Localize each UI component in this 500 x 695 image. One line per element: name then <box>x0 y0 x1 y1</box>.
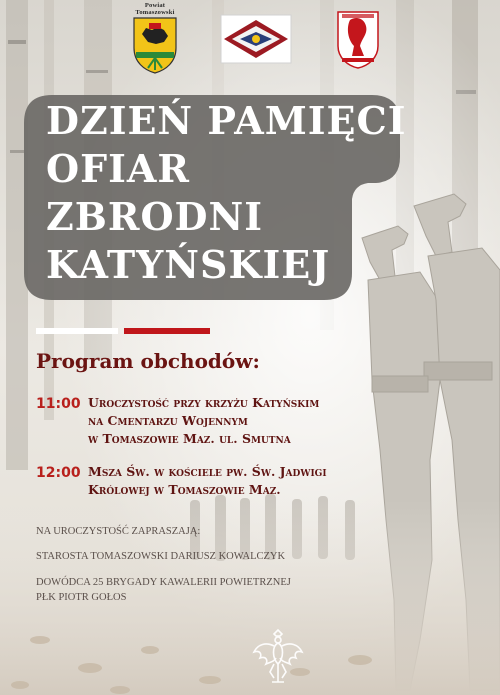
event-line: na Cmentarzu Wojennym <box>88 413 248 428</box>
title-line-1: DZIEŃ PAMIĘCI <box>46 98 407 143</box>
event-line: Królowej w Tomaszowie Maz. <box>88 482 281 497</box>
polish-eagle-icon <box>252 628 304 686</box>
invitation-host-1: STAROSTA TOMASZOWSKI DARIUSZ KOWALCZYK <box>36 551 286 562</box>
invitation-host-2-line-1: DOWÓDCA 25 BRYGADY KAWALERII POWIETRZNEJ <box>36 577 291 588</box>
powiat-coat-of-arms-icon <box>132 16 178 74</box>
event-time-1: 11:00 <box>36 396 81 412</box>
regiment-emblem-icon <box>334 8 382 70</box>
event-line: Msza Św. w kościele pw. Św. Jadwigi <box>88 464 327 479</box>
brigade-emblem-icon <box>220 14 292 64</box>
invitation-host-2-line-2: PŁK PIOTR GOŁOS <box>36 592 127 603</box>
invitation-heading: NA UROCZYSTOŚĆ ZAPRASZAJĄ: <box>36 526 201 537</box>
title-line-4: KATYŃSKIEJ <box>46 242 331 287</box>
event-time-2: 12:00 <box>36 465 81 481</box>
event-line: w Tomaszowie Maz. ul. Smutna <box>88 431 291 446</box>
flag-dash-red <box>124 328 210 334</box>
title-line-3: ZBRODNI <box>46 194 264 239</box>
event-line: Uroczystość przy krzyżu Katyńskim <box>88 395 320 410</box>
title-line-2: OFIAR <box>46 146 190 191</box>
powiat-label: Powiat Tomaszowski <box>135 2 175 16</box>
flag-dash-white <box>36 328 118 334</box>
logos-row <box>0 0 500 80</box>
program-heading: Program obchodów: <box>36 349 260 373</box>
